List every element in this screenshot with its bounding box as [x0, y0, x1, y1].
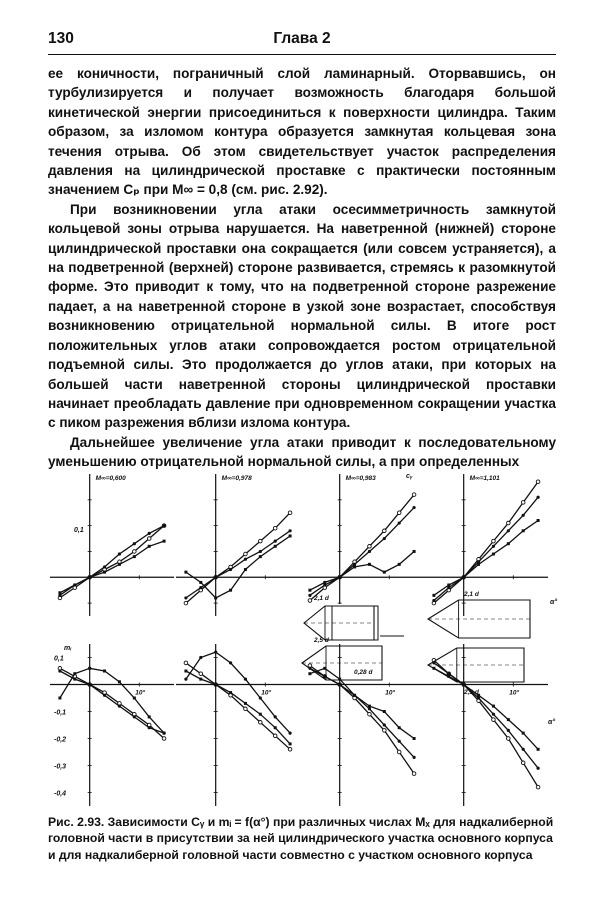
data-point: [536, 480, 540, 484]
data-point: [338, 683, 341, 686]
data-point: [58, 669, 61, 672]
data-point: [118, 552, 121, 555]
data-point: [73, 678, 76, 681]
data-point: [383, 537, 386, 540]
data-point: [507, 737, 511, 741]
data-point: [288, 732, 291, 735]
data-point: [368, 544, 372, 548]
data-point: [368, 712, 372, 716]
data-point: [383, 529, 387, 533]
data-point: [88, 576, 91, 579]
data-point: [368, 550, 371, 553]
data-point: [383, 571, 386, 574]
data-point: [447, 672, 450, 675]
data-point: [397, 750, 401, 754]
body-text: [48, 64, 556, 472]
data-point: [259, 555, 262, 558]
data-point: [73, 584, 76, 587]
data-point: [492, 713, 495, 716]
data-point: [289, 742, 292, 745]
data-point: [244, 552, 248, 556]
data-point: [133, 555, 136, 558]
diagram-label-1: 2,1 d: [314, 595, 329, 602]
data-point: [273, 734, 277, 738]
data-point: [522, 529, 525, 532]
bottom-tick-label: 0,1: [54, 655, 64, 663]
page-number: 130: [48, 30, 74, 47]
data-point: [507, 521, 511, 525]
data-point: [398, 740, 401, 743]
data-point: [184, 678, 187, 681]
data-point: [412, 756, 415, 759]
data-point: [522, 748, 525, 751]
data-point: [133, 550, 137, 554]
data-point: [462, 683, 465, 686]
figure-caption-label: Рис. 2.93.: [48, 815, 105, 829]
x-axis-label-bottom: α°: [548, 719, 556, 726]
figure-caption-text: Зависимости Cᵧ и mᵢ = f(α°) при различных числах Mₓ для надкалиберной головной части в присутствии за ней цилиндрического участка основного корпуса и для надкалиберной головной части совместно с участком основного корпуса: [48, 815, 554, 862]
paragraph-2: При возникновении угла атаки осесимметричность замкнутой кольцевой зоны отрыва нарушается. На наветренной (нижней) стороне цилиндрической проставки она сокращается (или совсем устраняется), а на подветренной (верхней) стороне развивается, стремясь к разомкнутой форме. Это приводит к тому, что на подветренной стороне разрежение падает, а на наветренной стороне в узкой зоне возрастает, способствуя возникновению отрицательной нормальной силы. В итоге рост положительных углов атаки сопровождается ростом отрицательной подъемной силы. Это продолжается до углов атаки, при которых на большей части наветренной стороны цилиндрической проставки начинает преобладать давление при одновременном сокращении участка с пиком разрежения вблизи излома контура.: [48, 201, 556, 431]
data-point: [199, 678, 202, 681]
data-point: [353, 565, 356, 568]
x-axis-label: α°: [550, 599, 558, 606]
data-point: [118, 563, 121, 566]
series-line: [186, 652, 290, 733]
data-point: [447, 584, 450, 587]
data-point: [199, 581, 202, 584]
paragraph-3: Дальнейшее увеличение угла атаки приводит к последовательному уменьшению отрицательной нормальной силы, а при определенных: [48, 434, 556, 470]
data-point: [58, 697, 61, 700]
data-point: [58, 591, 61, 594]
data-point: [432, 594, 435, 597]
data-point: [383, 729, 387, 733]
data-point: [308, 594, 311, 597]
data-point: [162, 524, 165, 527]
series-line: [434, 668, 538, 749]
series-line: [434, 663, 538, 768]
data-point: [492, 553, 495, 556]
data-point: [273, 526, 277, 530]
data-point: [492, 539, 496, 543]
data-point: [118, 705, 121, 708]
x-tick-label: 10°: [135, 689, 146, 697]
data-point: [259, 550, 262, 553]
data-point: [229, 691, 232, 694]
data-point: [413, 737, 416, 740]
data-point: [274, 545, 277, 548]
data-point: [133, 542, 136, 545]
data-point: [184, 596, 187, 599]
bottom-tick-label: -0,4: [54, 790, 67, 798]
mach-label: M∞=0,983: [345, 475, 376, 482]
bottom-tick-label: -0,2: [54, 736, 67, 744]
data-point: [229, 568, 232, 571]
figure-caption: [48, 814, 556, 863]
data-point: [163, 540, 166, 543]
series-line: [434, 660, 538, 787]
data-point: [383, 723, 386, 726]
mach-label: M∞=1,101: [469, 475, 500, 482]
data-point: [368, 707, 371, 710]
data-point: [133, 697, 136, 700]
data-point: [492, 705, 495, 708]
data-point: [536, 496, 539, 499]
data-point: [398, 521, 401, 524]
data-point: [244, 558, 247, 561]
data-point: [289, 534, 292, 537]
data-point: [308, 599, 312, 603]
data-point: [537, 748, 540, 751]
bottom-tick-label: -0,3: [54, 763, 67, 771]
data-point: [507, 529, 510, 532]
x-tick-label: 10°: [509, 689, 520, 697]
data-point: [492, 545, 495, 548]
diagram-label-3: 2,5 d: [314, 637, 329, 644]
data-point: [73, 672, 76, 675]
data-point: [537, 519, 540, 522]
data-point: [199, 672, 203, 676]
bottom-tick-label: -0,1: [54, 709, 67, 717]
data-point: [244, 707, 248, 711]
data-point: [214, 651, 217, 654]
data-point: [288, 511, 292, 515]
data-point: [412, 493, 416, 497]
top-y-axis-label: cᵧ: [406, 473, 413, 480]
data-point: [492, 718, 496, 722]
diagram-label-4: 0,28 d: [354, 669, 373, 676]
data-point: [148, 726, 151, 729]
data-point: [214, 596, 217, 599]
data-point: [118, 680, 121, 683]
data-point: [507, 542, 510, 545]
data-point: [148, 715, 151, 718]
data-point: [184, 661, 188, 665]
data-point: [184, 571, 187, 574]
data-point: [162, 737, 166, 741]
data-point: [199, 586, 202, 589]
data-point: [103, 670, 106, 673]
data-point: [288, 529, 291, 532]
data-point: [398, 563, 401, 566]
data-point: [412, 506, 415, 509]
data-point: [229, 661, 232, 664]
data-point: [521, 501, 525, 505]
data-point: [536, 785, 540, 789]
data-point: [259, 696, 262, 699]
data-point: [88, 683, 91, 686]
data-point: [274, 726, 277, 729]
running-header: [48, 28, 556, 55]
data-point: [368, 563, 371, 566]
data-point: [507, 729, 510, 732]
data-point: [412, 772, 416, 776]
data-point: [274, 715, 277, 718]
data-point: [338, 576, 341, 579]
data-point: [184, 670, 187, 673]
data-point: [259, 713, 262, 716]
mach-label: M∞=0,600: [95, 475, 126, 482]
data-point: [184, 601, 188, 605]
figure-svg: [44, 466, 556, 811]
series-line: [310, 666, 414, 774]
data-point: [259, 539, 263, 543]
data-point: [308, 672, 311, 675]
data-point: [522, 514, 525, 517]
data-point: [148, 545, 151, 548]
series-line: [310, 668, 414, 757]
data-point: [163, 732, 166, 735]
data-point: [432, 599, 435, 602]
x-tick-label: 10°: [385, 689, 396, 697]
data-point: [214, 576, 217, 579]
data-point: [397, 511, 401, 515]
data-point: [214, 683, 217, 686]
data-point: [244, 678, 247, 681]
x-tick-label: 10°: [261, 689, 272, 697]
data-point: [133, 715, 136, 718]
figure: [44, 466, 556, 811]
data-point: [507, 718, 510, 721]
data-point: [383, 710, 386, 713]
diagram-label-2: 2,1 d: [464, 591, 479, 598]
paragraph-1: ее коничности, пограничный слой ламинарный. Оторвавшись, он турбулизируется и получает возможность благодаря большой кинетической энергии присоединиться к поверхности цилиндра. Таким образом, за изломом контура образуется замкнутая кольцевая зона течения отрыва. Об этом свидетельствует участок распределения давления на цилиндрической проставке с практически постоянным значением Cₚ при M∞ = 0,8 (см. рис. 2.92).: [48, 66, 556, 198]
data-point: [521, 761, 525, 765]
data-point: [148, 532, 151, 535]
data-point: [199, 656, 202, 659]
data-point: [259, 721, 263, 725]
data-point: [368, 705, 371, 708]
chapter-title: Глава 2: [273, 30, 331, 47]
data-point: [413, 550, 416, 553]
data-point: [353, 694, 356, 697]
data-point: [323, 581, 326, 584]
series-line: [186, 671, 290, 744]
top-tick-label: 0,1: [74, 527, 84, 534]
data-point: [244, 568, 247, 571]
data-point: [103, 571, 106, 574]
mach-label: M∞=0,978: [221, 475, 252, 482]
bottom-y-axis-label: mᵢ: [64, 645, 72, 652]
data-point: [103, 565, 106, 568]
data-point: [536, 767, 539, 770]
data-point: [398, 726, 401, 729]
data-point: [477, 563, 480, 566]
data-point: [522, 732, 525, 735]
data-point: [274, 540, 277, 543]
diagram-label-5: 2,3 d: [464, 689, 479, 696]
data-point: [103, 694, 106, 697]
data-point: [244, 702, 247, 705]
data-point: [147, 537, 151, 541]
data-point: [308, 589, 311, 592]
data-point: [88, 667, 91, 670]
data-point: [462, 576, 465, 579]
data-point: [288, 748, 292, 752]
data-point: [229, 589, 232, 592]
